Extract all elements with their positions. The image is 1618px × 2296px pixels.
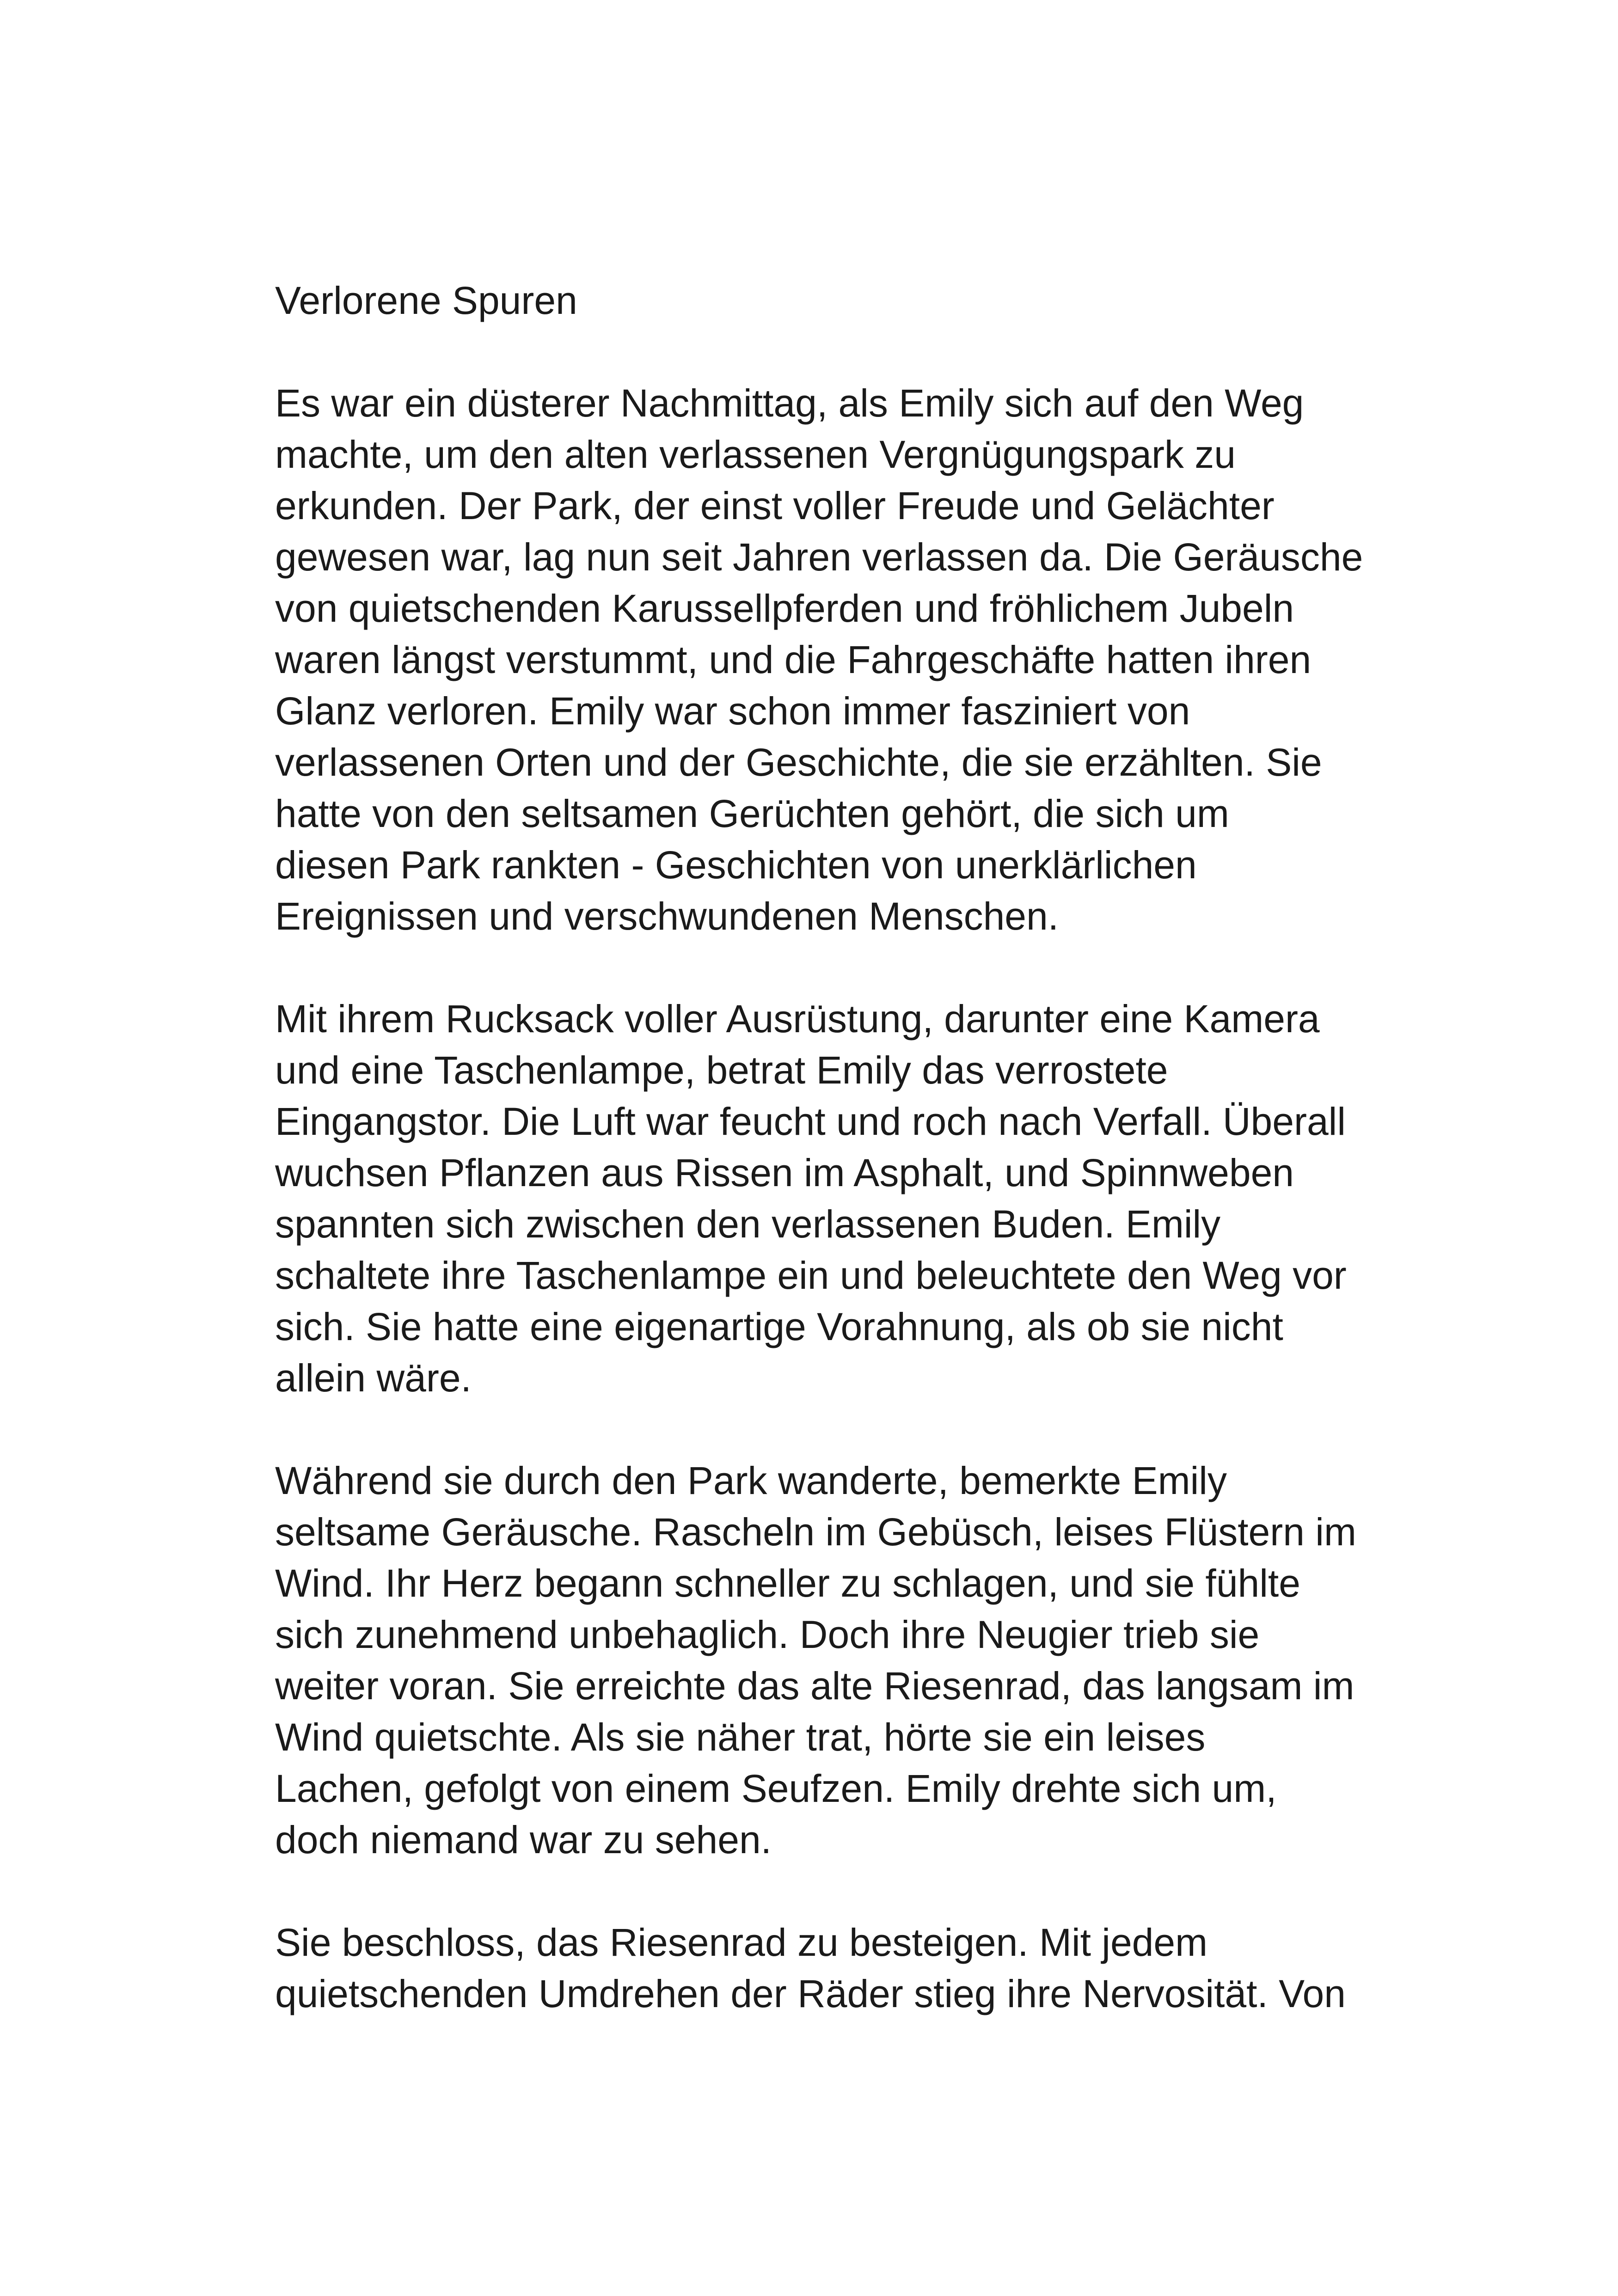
text-line: Sie beschloss, das Riesenrad zu besteigen. Mit jedem bbox=[275, 1921, 1208, 1964]
text-line: machte, um den alten verlassenen Vergnügungspark zu bbox=[275, 433, 1236, 476]
text-line: von quietschenden Karussellpferden und fröhlichem Jubeln bbox=[275, 587, 1294, 630]
text-line: sich. Sie hatte eine eigenartige Vorahnung, als ob sie nicht bbox=[275, 1305, 1283, 1348]
paragraph-4 bbox=[275, 1917, 1366, 2020]
text-line: erkunden. Der Park, der einst voller Freude und Gelächter bbox=[275, 484, 1275, 527]
text-line: Es war ein düsterer Nachmittag, als Emily sich auf den Weg bbox=[275, 381, 1304, 425]
document-body bbox=[275, 275, 1366, 2071]
text-line: weiter voran. Sie erreichte das alte Riesenrad, das langsam im bbox=[275, 1664, 1354, 1708]
text-line: sich zunehmend unbehaglich. Doch ihre Neugier trieb sie bbox=[275, 1613, 1260, 1656]
paragraph-2 bbox=[275, 993, 1366, 1404]
text-line: Ereignissen und verschwundenen Menschen. bbox=[275, 894, 1059, 938]
text-line: verlassenen Orten und der Geschichte, die sie erzählten. Sie bbox=[275, 741, 1322, 784]
text-line: schaltete ihre Taschenlampe ein und beleuchtete den Weg vor bbox=[275, 1254, 1347, 1297]
text-line: waren längst verstummt, und die Fahrgeschäfte hatten ihren bbox=[275, 638, 1312, 681]
text-line: diesen Park rankten - Geschichten von unerklärlichen bbox=[275, 843, 1197, 887]
text-line: Glanz verloren. Emily war schon immer fasziniert von bbox=[275, 689, 1190, 733]
text-line: spannten sich zwischen den verlassenen Buden. Emily bbox=[275, 1202, 1221, 1246]
paragraph-3 bbox=[275, 1455, 1366, 1866]
text-line: und eine Taschenlampe, betrat Emily das verrostete bbox=[275, 1048, 1168, 1092]
text-line: seltsame Geräusche. Rascheln im Gebüsch, leises Flüstern im bbox=[275, 1510, 1356, 1554]
text-line: Wind quietschte. Als sie näher trat, hörte sie ein leises bbox=[275, 1715, 1206, 1759]
document-title: Verlorene Spuren bbox=[275, 279, 577, 322]
text-line: quietschenden Umdrehen der Räder stieg ihre Nervosität. Von bbox=[275, 1972, 1346, 2015]
text-line: Lachen, gefolgt von einem Seufzen. Emily drehte sich um, bbox=[275, 1767, 1277, 1810]
text-line: gewesen war, lag nun seit Jahren verlassen da. Die Geräusche bbox=[275, 535, 1363, 579]
text-line: wuchsen Pflanzen aus Rissen im Asphalt, und Spinnweben bbox=[275, 1151, 1294, 1194]
text-line: hatte von den seltsamen Gerüchten gehört, die sich um bbox=[275, 792, 1229, 835]
text-line: allein wäre. bbox=[275, 1356, 472, 1400]
text-line: doch niemand war zu sehen. bbox=[275, 1818, 772, 1861]
text-line: Wind. Ihr Herz begann schneller zu schlagen, und sie fühlte bbox=[275, 1561, 1300, 1605]
text-line: Während sie durch den Park wanderte, bemerkte Emily bbox=[275, 1459, 1227, 1502]
text-line: Eingangstor. Die Luft war feucht und roch nach Verfall. Überall bbox=[275, 1100, 1346, 1143]
paragraph-1 bbox=[275, 378, 1366, 942]
text-line: Mit ihrem Rucksack voller Ausrüstung, darunter eine Kamera bbox=[275, 997, 1320, 1041]
